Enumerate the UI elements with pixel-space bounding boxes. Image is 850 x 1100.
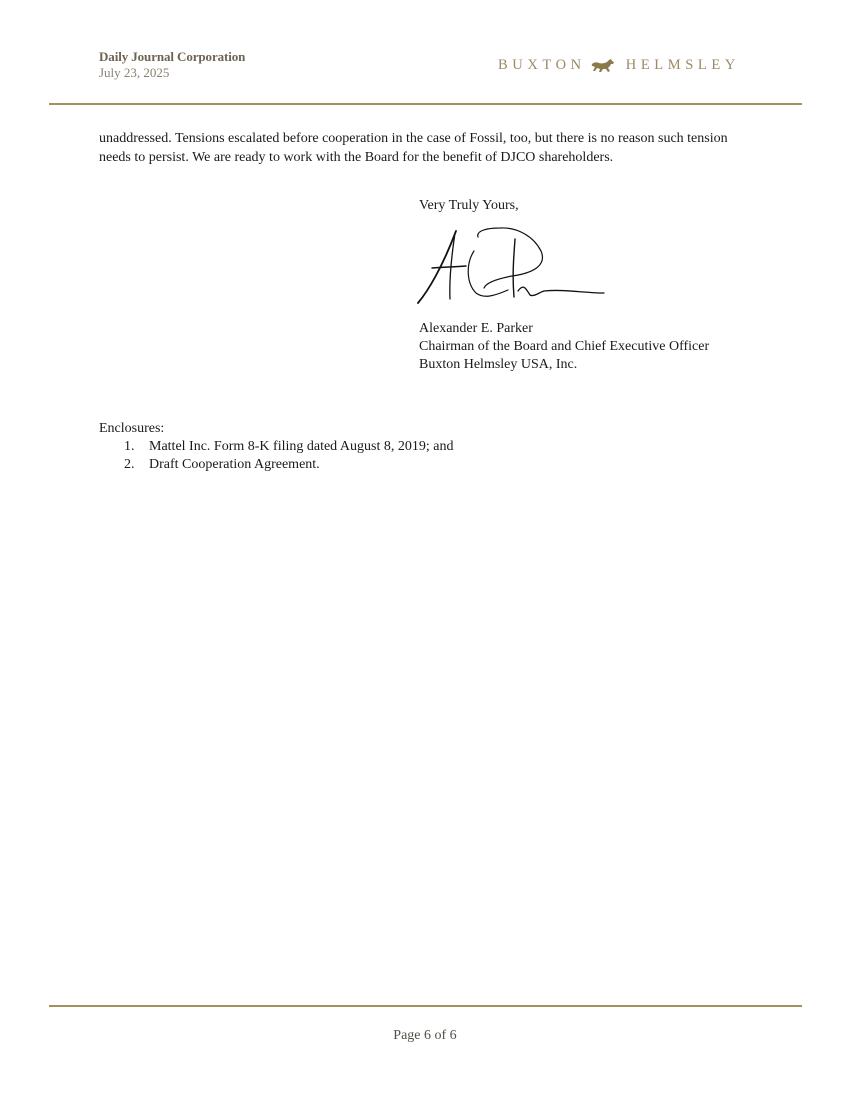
enclosure-number: 1. <box>124 439 135 454</box>
enclosure-item <box>99 438 453 456</box>
signer-company: Buxton Helmsley USA, Inc. <box>419 357 578 372</box>
brand-name-right: HELMSLEY <box>625 57 740 73</box>
letter-body-paragraph <box>99 129 759 167</box>
enclosure-text: Draft Cooperation Agreement. <box>149 457 320 472</box>
enclosures-label: Enclosures: <box>99 421 165 436</box>
horse-icon <box>590 58 616 74</box>
recipient-company: Daily Journal Corporation <box>99 49 246 64</box>
body-line: needs to persist. We are ready to work with the Board for the benefit of DJCO shareholders. <box>99 150 614 165</box>
signer-name: Alexander E. Parker <box>419 321 533 336</box>
footer-divider <box>49 1005 802 1007</box>
signature-icon <box>414 223 614 308</box>
signature-block <box>419 320 709 374</box>
enclosures-section <box>99 420 453 474</box>
brand-logo <box>498 57 740 74</box>
brand-name-left: BUXTON <box>498 57 586 73</box>
page-number: Page 6 of 6 <box>393 1028 457 1043</box>
enclosure-text: Mattel Inc. Form 8-K filing dated August 8, 2019; and <box>149 439 454 454</box>
enclosure-number: 2. <box>124 457 135 472</box>
closing-salutation: Very Truly Yours, <box>419 198 519 213</box>
body-line: unaddressed. Tensions escalated before cooperation in the case of Fossil, too, but there is no reason such tension <box>99 131 728 146</box>
enclosure-item <box>99 456 453 474</box>
letter-date: July 23, 2025 <box>99 65 170 80</box>
signer-title: Chairman of the Board and Chief Executive Officer <box>419 339 710 354</box>
enclosures-list <box>99 438 453 474</box>
header-divider <box>49 103 802 105</box>
